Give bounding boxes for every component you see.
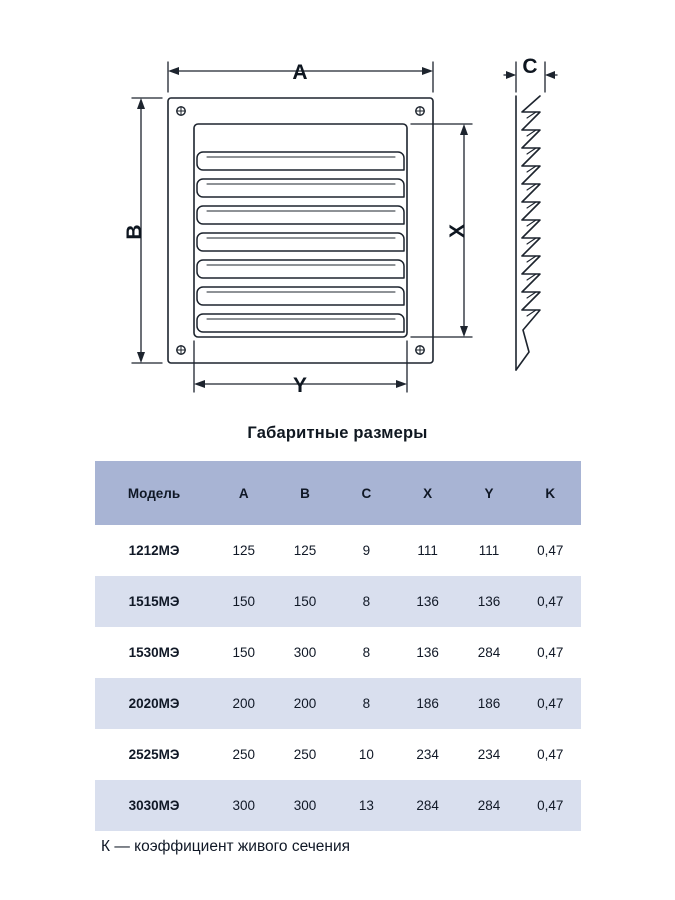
column-header-c: C: [336, 461, 397, 525]
cell-b: 125: [274, 525, 335, 576]
cell-k: 0,47: [520, 576, 581, 627]
cell-a: 200: [213, 678, 274, 729]
cell-c: 8: [336, 678, 397, 729]
dimension-label-y: Y: [292, 374, 308, 397]
table-row: [95, 627, 581, 678]
cell-a: 150: [213, 627, 274, 678]
table-row: [95, 780, 581, 831]
column-header-x: X: [397, 461, 458, 525]
footnote-k-definition: К — коэффициент живого сечения: [101, 838, 351, 855]
table-row: [95, 525, 581, 576]
column-header-b: B: [274, 461, 335, 525]
cell-model: 3030МЭ: [95, 780, 213, 831]
dimensions-table: [95, 461, 581, 831]
dimension-label-c: C: [522, 55, 538, 78]
table-row: [95, 678, 581, 729]
screw-holes: [177, 107, 425, 355]
cell-c: 10: [336, 729, 397, 780]
cell-y: 284: [458, 780, 519, 831]
cell-y: 234: [458, 729, 519, 780]
cell-c: 8: [336, 627, 397, 678]
column-header-model: Модель: [95, 461, 213, 525]
cell-x: 136: [397, 576, 458, 627]
cell-a: 125: [213, 525, 274, 576]
cell-x: 284: [397, 780, 458, 831]
table-caption: Габаритные размеры: [247, 424, 428, 442]
dimension-label-x: X: [446, 223, 469, 239]
cell-model: 1515МЭ: [95, 576, 213, 627]
cell-a: 250: [213, 729, 274, 780]
cell-model: 1212МЭ: [95, 525, 213, 576]
cell-b: 300: [274, 780, 335, 831]
column-header-a: A: [213, 461, 274, 525]
cell-model: 2525МЭ: [95, 729, 213, 780]
cell-y: 111: [458, 525, 519, 576]
dimension-label-a: A: [292, 61, 308, 84]
cell-b: 200: [274, 678, 335, 729]
grille-technical-drawing: [0, 0, 675, 420]
cell-k: 0,47: [520, 525, 581, 576]
grille-outer-plate: [168, 98, 433, 363]
table-row: [95, 576, 581, 627]
column-header-y: Y: [458, 461, 519, 525]
louver-blades: [197, 152, 404, 332]
cell-model: 2020МЭ: [95, 678, 213, 729]
cell-b: 300: [274, 627, 335, 678]
cell-x: 186: [397, 678, 458, 729]
cell-y: 136: [458, 576, 519, 627]
table-row: [95, 729, 581, 780]
cell-c: 13: [336, 780, 397, 831]
cell-y: 284: [458, 627, 519, 678]
side-section-view: [516, 96, 540, 370]
cell-x: 111: [397, 525, 458, 576]
table-header-row: [95, 461, 581, 525]
cell-a: 150: [213, 576, 274, 627]
cell-x: 136: [397, 627, 458, 678]
cell-k: 0,47: [520, 780, 581, 831]
cell-x: 234: [397, 729, 458, 780]
cell-k: 0,47: [520, 627, 581, 678]
cell-c: 8: [336, 576, 397, 627]
cell-k: 0,47: [520, 729, 581, 780]
cell-a: 300: [213, 780, 274, 831]
cell-b: 150: [274, 576, 335, 627]
cell-model: 1530МЭ: [95, 627, 213, 678]
cell-c: 9: [336, 525, 397, 576]
column-header-k: K: [520, 461, 581, 525]
cell-k: 0,47: [520, 678, 581, 729]
cell-b: 250: [274, 729, 335, 780]
dimension-label-b: B: [123, 224, 146, 240]
cell-y: 186: [458, 678, 519, 729]
